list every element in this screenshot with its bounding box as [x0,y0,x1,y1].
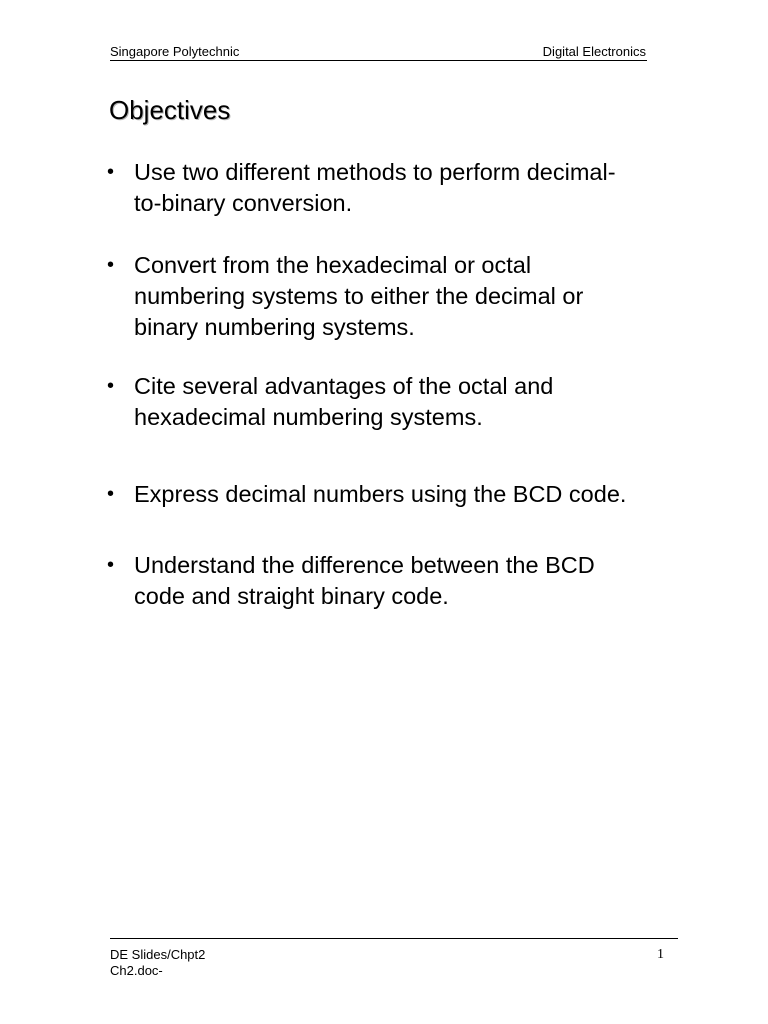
objective-line: Use two different methods to perform decimal- [134,159,616,185]
bullet-icon: • [107,483,115,505]
page-footer [110,938,678,979]
objective-item [107,157,707,219]
objective-line: Express decimal numbers using the BCD code. [134,481,627,507]
bullet-icon: • [107,375,115,397]
objective-line: code and straight binary code. [134,583,449,609]
footer-filename: Ch2.doc- [110,963,163,978]
page-header [110,44,647,61]
objective-line: Understand the difference between the BCD [134,552,595,578]
objective-line: Convert from the hexadecimal or octal [134,252,532,278]
page-number: 1 [657,947,664,962]
objective-line: Cite several advantages of the octal and [134,373,554,399]
objective-item [107,371,707,433]
bullet-icon: • [107,254,115,276]
objective-item [107,550,707,612]
footer-slides-ref: DE Slides/Chpt2 [110,947,206,962]
objective-line: binary numbering systems. [134,314,415,340]
objective-line: to-binary conversion. [134,190,353,216]
bullet-icon: • [107,161,115,183]
objective-item [107,250,707,343]
objective-item [107,479,707,510]
header-subject: Digital Electronics [542,44,646,59]
bullet-icon: • [107,554,115,576]
objective-line: numbering systems to either the decimal or [134,283,584,309]
objective-line: hexadecimal numbering systems. [134,404,483,430]
header-institution: Singapore Polytechnic [110,44,240,59]
objectives-list [107,157,707,612]
page-title: Objectives [109,95,231,125]
